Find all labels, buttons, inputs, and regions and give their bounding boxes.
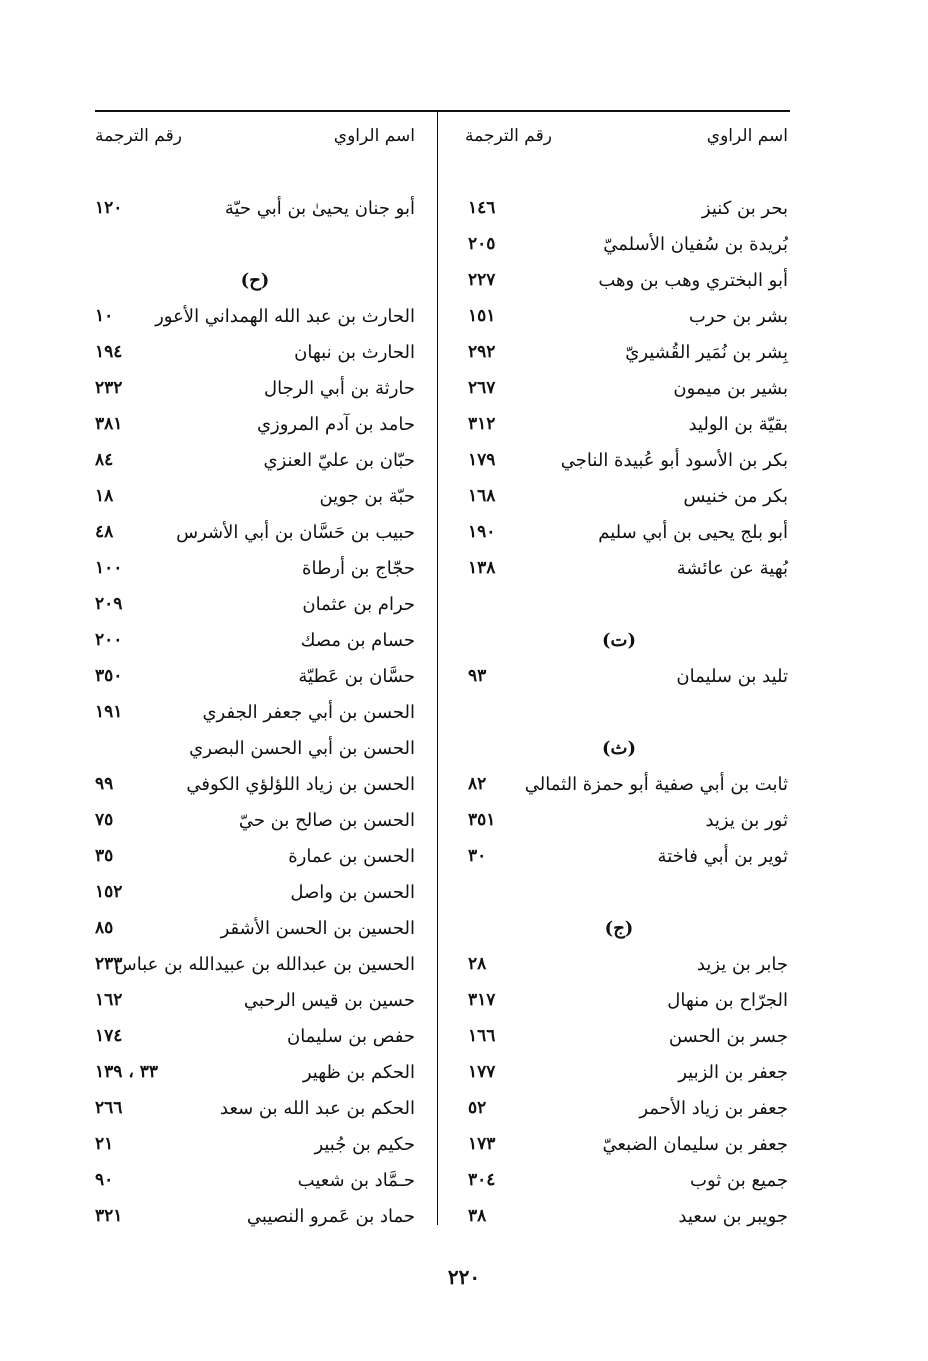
index-row xyxy=(95,766,415,802)
narrator-name: جابر بن يزيد xyxy=(696,953,788,975)
section-label: (ح) xyxy=(240,269,270,291)
entry-number: ١٢٠ xyxy=(95,198,123,218)
entry-number: ١٣٨ xyxy=(468,558,496,578)
index-row xyxy=(95,982,415,1018)
narrator-name: حبيب بن حَسَّان بن أبي الأشرس xyxy=(176,521,415,543)
right-col-name-header: اسم الراوي xyxy=(706,126,788,146)
index-row xyxy=(450,802,788,838)
entry-number: ٢٠٥ xyxy=(468,234,496,254)
index-row xyxy=(95,910,415,946)
index-row xyxy=(95,406,415,442)
index-row xyxy=(450,262,788,298)
index-row xyxy=(450,442,788,478)
narrator-name: الحسن بن أبي الحسن البصري xyxy=(189,737,415,759)
entry-number: ١٧٧ xyxy=(468,1062,496,1082)
narrator-name: أبو بلج يحيى بن أبي سليم xyxy=(598,521,788,543)
entry-number: ٤٨ xyxy=(95,522,114,542)
index-row xyxy=(450,1054,788,1090)
index-row xyxy=(450,1090,788,1126)
entry-number: ١٠٠ xyxy=(95,558,123,578)
entry-number: ١٤٦ xyxy=(468,198,496,218)
entry-number: ١٨ xyxy=(95,486,114,506)
entry-number: ١٦٦ xyxy=(468,1026,496,1046)
index-row xyxy=(450,226,788,262)
narrator-name: ثوير بن أبي فاختة xyxy=(657,845,788,867)
entry-number: ٣٠٤ xyxy=(468,1170,496,1190)
entry-number: ٣٣ ، ١٣٩ xyxy=(95,1062,158,1082)
entry-number: ٩٣ xyxy=(468,666,487,686)
section-letter xyxy=(95,262,415,298)
narrator-name: بشير بن ميمون xyxy=(673,377,788,399)
index-row xyxy=(450,1018,788,1054)
right-col-num-header: رقم الترجمة xyxy=(465,126,552,146)
entry-number: ٣٥٠ xyxy=(95,666,123,686)
index-row xyxy=(95,1126,415,1162)
index-row xyxy=(95,442,415,478)
section-letter xyxy=(450,730,788,766)
column-divider xyxy=(437,110,438,1225)
narrator-name: الحارث بن عبد الله الهمداني الأعور xyxy=(155,305,415,327)
narrator-name: جعفر بن زياد الأحمر xyxy=(639,1097,788,1119)
narrator-name: حـمَّاد بن شعيب xyxy=(297,1169,415,1191)
narrator-name: حبّة بن جوين xyxy=(319,485,415,507)
entry-number: ٨٢ xyxy=(468,774,487,794)
entry-number: ٣٠ xyxy=(468,846,487,866)
entry-number: ٣٥ xyxy=(95,846,114,866)
index-row xyxy=(95,1054,415,1090)
index-row xyxy=(95,1198,415,1234)
narrator-name: جميع بن ثوب xyxy=(690,1169,788,1191)
narrator-name: حكيم بن جُبير xyxy=(314,1133,415,1155)
entry-number: ١٧٣ xyxy=(468,1134,496,1154)
narrator-name: ثور بن يزيد xyxy=(705,809,788,831)
narrator-name: حرام بن عثمان xyxy=(302,593,415,615)
narrator-name: بقيّة بن الوليد xyxy=(688,413,788,435)
narrator-name: بكر بن الأسود أبو عُبيدة الناجي xyxy=(560,449,788,471)
narrator-name: الحسن بن واصل xyxy=(290,881,415,903)
narrator-name: حفص بن سليمان xyxy=(286,1025,415,1047)
index-row xyxy=(95,1162,415,1198)
narrator-name: بكر من خنيس xyxy=(683,485,788,507)
index-row xyxy=(95,550,415,586)
entry-number: ٢٣٣ xyxy=(95,954,123,974)
entry-number: ٨٤ xyxy=(95,450,114,470)
index-row xyxy=(450,766,788,802)
index-row xyxy=(450,982,788,1018)
left-col-num-header: رقم الترجمة xyxy=(95,126,182,146)
narrator-name: جعفر بن الزبير xyxy=(678,1061,788,1083)
narrator-name: الحسن بن صالح بن حيّ xyxy=(238,809,415,831)
entry-number: ١٠ xyxy=(95,306,114,326)
entry-number: ٢٠٠ xyxy=(95,630,123,650)
narrator-name: الحسين بن الحسن الأشقر xyxy=(220,917,415,939)
page-number: ٢٢٠ xyxy=(447,1265,481,1289)
index-row xyxy=(95,334,415,370)
narrator-name: الحارث بن نبهان xyxy=(294,341,415,363)
index-row xyxy=(95,514,415,550)
section-label: (ث) xyxy=(602,737,636,759)
entry-number: ٩٩ xyxy=(95,774,114,794)
section-label: (ت) xyxy=(602,629,636,651)
section-label: (ج) xyxy=(604,917,634,939)
entry-number: ١٥٢ xyxy=(95,882,123,902)
index-row xyxy=(450,550,788,586)
section-letter xyxy=(450,622,788,658)
entry-number: ٢٦٦ xyxy=(95,1098,123,1118)
index-row xyxy=(95,1018,415,1054)
entry-number: ٣١٧ xyxy=(468,990,496,1010)
narrator-name: الحكم بن عبد الله بن سعد xyxy=(220,1097,415,1119)
index-row xyxy=(95,946,415,982)
narrator-name: الحسين بن عبدالله بن عبيدالله بن عباس xyxy=(114,953,415,975)
narrator-name: أبو جنان يحيىٰ بن أبي حيّة xyxy=(224,197,415,219)
entry-number: ٢٢٧ xyxy=(468,270,496,290)
narrator-name: بِشر بن نُمَير القُشيريّ xyxy=(625,341,788,363)
entry-number: ٥٢ xyxy=(468,1098,487,1118)
index-row xyxy=(450,298,788,334)
index-row xyxy=(450,406,788,442)
index-row xyxy=(95,622,415,658)
narrator-name: الحكم بن ظهير xyxy=(302,1061,415,1083)
entry-number: ٣٨ xyxy=(468,1206,487,1226)
entry-number: ١٧٤ xyxy=(95,1026,123,1046)
entry-number: ١٩٠ xyxy=(468,522,496,542)
narrator-name: بُهية عن عائشة xyxy=(676,557,788,579)
index-row xyxy=(450,514,788,550)
entry-number: ٣٥١ xyxy=(468,810,496,830)
index-row xyxy=(95,694,415,730)
index-row xyxy=(95,838,415,874)
entry-number: ٢٨ xyxy=(468,954,487,974)
entry-number: ١٥١ xyxy=(468,306,496,326)
index-row xyxy=(450,946,788,982)
entry-number: ٨٥ xyxy=(95,918,114,938)
entry-number: ٧٥ xyxy=(95,810,114,830)
narrator-name: حماد بن عَمرو النصيبي xyxy=(246,1205,415,1227)
index-row xyxy=(95,730,415,766)
entry-number: ٢١ xyxy=(95,1134,114,1154)
entry-number: ٣١٢ xyxy=(468,414,496,434)
narrator-name: الجرّاح بن منهال xyxy=(667,989,788,1011)
entry-number: ٣٨١ xyxy=(95,414,123,434)
narrator-name: حسام بن مصك xyxy=(300,629,415,651)
index-row xyxy=(450,1162,788,1198)
narrator-name: جعفر بن سليمان الضبعيّ xyxy=(602,1133,788,1155)
index-row xyxy=(95,658,415,694)
narrator-name: جسر بن الحسن xyxy=(668,1025,788,1047)
index-row xyxy=(450,334,788,370)
entry-number: ١٧٩ xyxy=(468,450,496,470)
index-row xyxy=(95,802,415,838)
index-row xyxy=(95,190,415,226)
narrator-name: حسين بن قيس الرحبي xyxy=(243,989,415,1011)
index-row xyxy=(450,1126,788,1162)
narrator-name: بشر بن حرب xyxy=(688,305,788,327)
entry-number: ٣٢١ xyxy=(95,1206,123,1226)
top-rule xyxy=(95,110,790,112)
index-row xyxy=(95,586,415,622)
narrator-name: حبّان بن عليّ العنزي xyxy=(263,449,415,471)
index-row xyxy=(95,1090,415,1126)
entry-number: ٢٠٩ xyxy=(95,594,123,614)
narrator-name: تليد بن سليمان xyxy=(676,665,788,687)
entry-number: ١٦٨ xyxy=(468,486,496,506)
entry-number: ١٦٢ xyxy=(95,990,123,1010)
index-row xyxy=(95,478,415,514)
narrator-name: بُريدة بن سُفيان الأسلميّ xyxy=(603,233,788,255)
index-row xyxy=(95,370,415,406)
index-row xyxy=(450,190,788,226)
entry-number: ٩٠ xyxy=(95,1170,114,1190)
narrator-name: الحسن بن عمارة xyxy=(288,845,415,867)
narrator-name: بحر بن كنيز xyxy=(701,197,788,219)
narrator-name: الحسن بن زياد اللؤلؤي الكوفي xyxy=(186,773,415,795)
left-col-name-header: اسم الراوي xyxy=(333,126,415,146)
narrator-name: ثابت بن أبي صفية أبو حمزة الثمالي xyxy=(524,773,788,795)
index-row xyxy=(450,370,788,406)
narrator-name: الحسن بن أبي جعفر الجفري xyxy=(202,701,415,723)
narrator-name: حارثة بن أبي الرجال xyxy=(264,377,415,399)
index-row xyxy=(450,478,788,514)
index-row xyxy=(450,838,788,874)
section-letter xyxy=(450,910,788,946)
index-row xyxy=(450,1198,788,1234)
narrator-name: حجّاج بن أرطاة xyxy=(302,557,415,579)
entry-number: ٢٩٢ xyxy=(468,342,496,362)
entry-number: ٢٣٢ xyxy=(95,378,123,398)
narrator-name: جويبر بن سعيد xyxy=(678,1205,788,1227)
entry-number: ٢٦٧ xyxy=(468,378,496,398)
narrator-name: حامد بن آدم المروزي xyxy=(256,413,415,435)
entry-number: ١٩١ xyxy=(95,702,123,722)
index-row xyxy=(95,874,415,910)
index-row xyxy=(95,298,415,334)
narrator-name: حسَّان بن عَطيّة xyxy=(298,665,415,687)
narrator-name: أبو البختري وهب بن وهب xyxy=(598,269,788,291)
entry-number: ١٩٤ xyxy=(95,342,123,362)
index-row xyxy=(450,658,788,694)
